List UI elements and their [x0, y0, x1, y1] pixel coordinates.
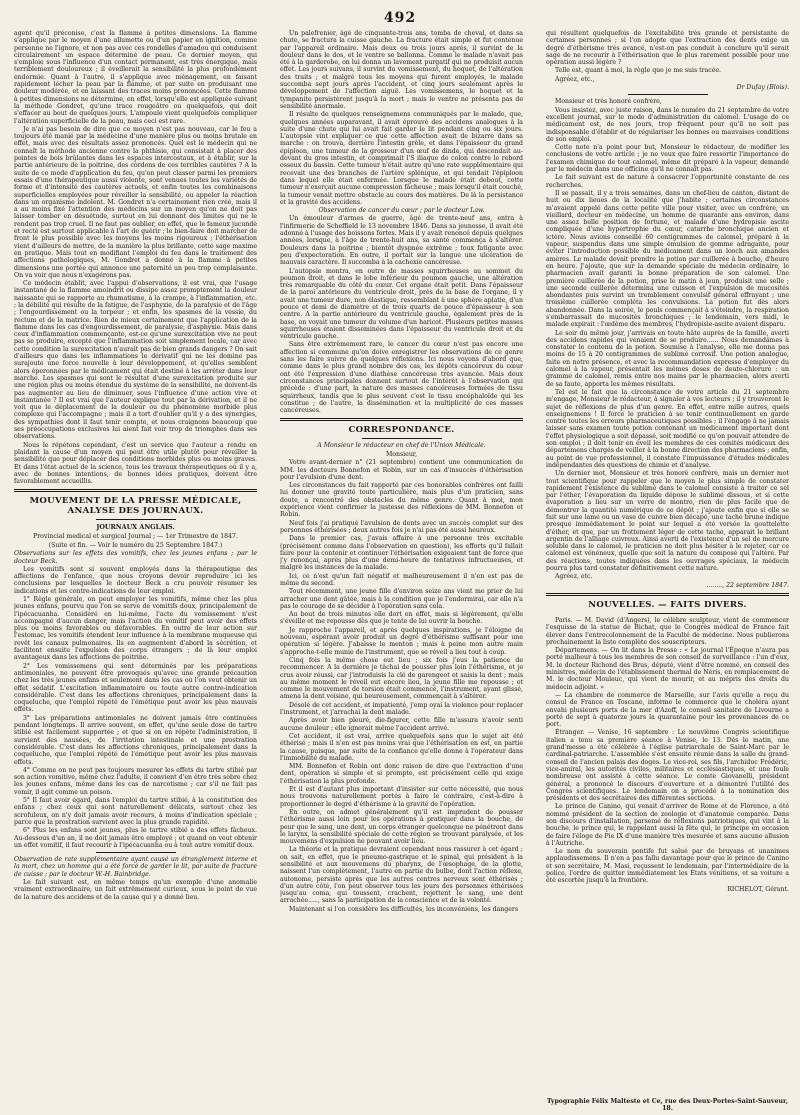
- news-item: Le nom du souverain pontife fut salué par de bruyans et unanimes applaudissemens. Il n'en a pas fallu davantage pour que le prince de Canino et son secrétaire, M. Masi, reçussent le lendemain, par l'intermédiaire de la police, l'ordre de quitter immédiatement les États vénitiens, et sa voiture a été escortée jusqu'à la frontière.: [546, 848, 789, 885]
- section-title-presse: MOUVEMENT DE LA PRESSE MÉDICALE, ANALYSE DES JOURNAUX.: [29, 496, 242, 517]
- paragraph: Ici, ce n'est qu'un fait négatif et malheureusement il n'en est pas de même du second.: [280, 572, 523, 587]
- observation-title: Observation de cancer du cœur ; par le docteur Law.: [318, 207, 485, 215]
- paragraph: Il se passait, il y a trois semaines, dans un chef-lieu de canton, distant de huit ou dix lieues de la localité que j'habite ; certaines circonstances m'avaient appelé dans cette petite ville pour visiter, avec un confrère, un vieillard, docteur en médecine, un homme de quarante ans environ, dans une assez belle position de fortune, et malade d'une hydropisie ascite compliquée d'une hypertrophie du cœur, catarrhe bronchique ancien et ictère. Nous avions conseillé 60 centigrammes de calomel, préparé à la vapeur, suspendus dans une simple émulsion de gomme adragante, pour éviter l'introduction possible du médicament dans un looch aux amandes amères. Le malade devait prendre la potion par cuillerée à bouche, d'heure en heure. J'ajoute, que sur la demande spéciale du médecin ordinaire, le pharmacien avait garanti la bonne préparation de son calomel. Une première cuillerée de la potion, prise le matin à jeun, produisit une selle ; une seconde cuillerée détermina une cuisson et l'expulsion de mucosités abondantes puis survint un tremblement convulsif général effrayant ; une troisième cuillerée compléta les convulsions. La potion fut dès alors abandonnée. Dans la soirée, le pouls commençait à s'éteindre, la respiration s'embarrassait de mucosités bronchiques ; le lendemain, vers midi, le malade expirait : l'œdème des membres, l'hydropisie-ascite avaient disparu.: [546, 189, 789, 329]
- section-title-correspondance: CORRESPONDANCE.: [348, 425, 455, 436]
- news-item: Étranger. — Venise, 16 septembre : Le neuvième Congrès scientifique italien a tenu sa première séance à Venise, le 13. Dès le matin, une grand'messe a été célébrée à l'église patriarchale de Saint-Marc par le cardinal-patriarche. L'assemblée s'est ensuite réunie dans la salle du grand-conseil de l'ancien palais des doges. Le vice-roi, ses fils, l'archiduc Frédéric, vice-amiral, les autorités civiles, militaires et ecclésiastiques, et une foule nombreuse ont assisté à cette séance. Le comte Giovanelli, président général, a prononcé le discours d'ouverture et a démontré l'utilité des Congrès scientifiques. Le lendemain on a procédé à la nomination des présidents et des secrétaires des différentes sections.: [546, 729, 789, 803]
- paragraph: 1° Règle générale, on peut employer les vomitifs, même chez les plus jeunes enfans, pourvu que l'on se serve de vomitifs doux, principalement de l'ipécacuanha. Considéré en lui-même, l'acte du vomissement n'est accompagné d'aucun danger, mais l'action du vomitif peut avoir des effets plus ou moins favorables ou défavorables. En outre de leur action sur l'estomac, les vomitifs étendent leur influence à la membrane muqueuse qui revêt les canaux pulmonaires. Ils en augmentent d'abord la sécrétion, et facilitent ensuite l'expulsion des corps étrangers ; de là leur emploi avantageux dans les affections de poitrine.: [14, 596, 257, 662]
- printer-credit: Typographie Félix Malteste et Ce, rue des Deux-Portes-Saint-Sauveur, 18.: [546, 1098, 789, 1112]
- paragraph: Agréez, etc.: [555, 573, 593, 581]
- paragraph: Agréez, etc.,: [555, 75, 595, 83]
- paragraph: Telle est, quant à moi, la règle que je me suis tracée.: [555, 67, 721, 75]
- paragraph: Sans être extrêmement rare, le cancer du cœur n'est pas encore une affection si commune qu'on doive enregistrer les observations de ce genre sans les faire suivre de quelques réflexions. Ici nous voyons d'abord que, comme dans le plus grand nombre des cas, les dépôts cancéreux du cœur ont été l'expression d'une diathèse cancéreuse très avancée. Mais deux circonstances principales donnent surtout de l'intérêt à l'observation qui précède : d'une part, la nature des masses cancéreuses formées de tissu squirrheux, tandis que le plus souvent c'est le tissu encéphaloïde qui les constitue ; de l'autre, la dissémination et la multiplicité de ces masses cancéreuses.: [280, 341, 523, 415]
- news-item: Le prince de Canino, qui venait d'arriver de Rome et de Florence, a été nommé président de la section de zoologie et d'anatomie comparée. Dans son discours d'installation, parsemé de réflexions patriotiques, qui vint à la bouche, le prince qui, le rappelant aussi la fête qui, le principe en occasion de faire l'éloge de Pie IX d'une manière très mesurée et sans aucune allusion à l'Autriche.: [546, 803, 789, 847]
- paragraph: Et il est d'autant plus important d'insister sur cette nécessité, que nous nous trouvons naturellement portés à faire le contraire, c'est-à-dire à proportionner le degré d'éthérisme à la gravité de l'opération.: [280, 786, 523, 808]
- news-item: Paris. — M. David (d'Angers), le célèbre sculpteur, vient de commencer l'esquisse de la statue de Bichat, que le Congrès médical de France fait élever dans l'entrecolonnement de la Faculté de médecine. Nous publierons prochainement la liste complète des souscripteurs.: [546, 616, 789, 646]
- paragraph: 3° Les préparations antimoniales ne doivent jamais être continuées pendant longtemps. Il arrive souvent, en effet, qu'une seule dose de tartre stibié est facilement supportée ; et que si on en répète l'administration, il survient des nausées, de l'irritation intestinale et une prostration considérable. C'est dans les affections chroniques, principalement dans la coqueluche, que l'emploi répété de l'émétique peut avoir les plus mauvais effets.: [14, 714, 257, 766]
- paragraph: Un palefrenier, âgé de cinquante-trois ans, tomba de cheval, et dans sa chute, se fractura la cuisse gauche. La fracture était simple et fut contenue par l'appareil ordinaire. Mais deux ou trois jours après, il survint de la douleur dans le dos, et le ventre se ballonna. Comme le malade n'avait pas été à la garderobe, on lui donna un lavement purgatif qui ne produisit aucun effet. Les jours suivans, il survint du vomissement, du hoquet, de l'altération des traits ; et malgré tous les moyens qui furent employés, le malade succomba sept jours après l'accident, et cinq jours seulement après le développement de l'affection aiguë. Les vomissemens, le hoquet et la tympanite persistèrent jusqu'à la mort ; mais le ventre ne présenta pas de sensibilité anormale.: [280, 30, 523, 110]
- news-item: — La chambre de commerce de Marseille, sur l'avis qu'elle a reçu du consul de France en Toscane, informe le commerce que le choléra ayant envahi plusieurs ports de la mer d'Azoff, le conseil sanitaire de Livourne a porté de sept à quatorze jours la quarantaine pour les provenances de ce port.: [546, 691, 789, 729]
- paragraph: Au bout de trois minutes elle dort en effet, mais si légèrement, qu'elle s'éveille et me repousse dès que je tente de lui ouvrir la bouche.: [280, 611, 523, 626]
- paragraph: agent qu'il préconise, c'est la flamme à petites dimensions. La flamme s'applique par le moyen d'une allumette ou d'un papier en ignition, comme personne ne l'ignore, et non pas avec ces rondelles d'amadou qui conduisent circulairement un espace déterminé de peau. Ce dernier moyen, qui s'emploie sous l'influence d'un contact permanent, est très énergique, mais terriblement douloureux ; il éveillerait la sensibilité la plus profondément endormie. Quant à l'autre, il s'applique avec ménagement, en faisant rapidement lécher la peau par la flamme, et par suite en produisant une douleur modérée, et en laissant des traces moins prononcées. Cette flamme à petites dimensions ne détermine, en effet, lorsqu'elle est appliquée suivant la méthode Gondret, qu'une trace rougeâtre ou quelquefois, qui doit s'effacer au bout de quelques jours. L'ampoule vient quelquefois compliquer l'altération superficielle de la peau, mais ceci est rare.: [14, 30, 257, 125]
- paragraph: Les vomitifs sont si souvent employés dans la thérapeutique des affections de l'enfance, que nous croyons devoir reproduire ici les conclusions par lesquelles le docteur Beck a cru pouvoir résumer les indications et les contre-indications de leur emploi.: [14, 565, 257, 595]
- paragraph: Vous insistez, avec juste raison, dans le numéro du 21 septembre de votre excellent journal, sur le mode d'administration du calomel. L'usage de ce médicament est, de nos jours, trop fréquent pour qu'il ne soit pas indispensable d'établir et de régulariser les bonnes ou mauvaises conditions de son emploi.: [546, 106, 789, 143]
- paragraph: La théorie et la pratique devraient cependant nous rassurer à cet égard ; on sait, en effet, que le pneumo-gastrique et le spinal, qui président à la sensibilité et aux mouvemens du pharynx, de l'œsophage, de la glotte, naissent l'un complètement, l'autre en partie du bulbe, dont l'action réflexe, autonome, persiste après que les autres centres nerveux sont éthérisés ; d'un autre côté, l'on peut observer tous les jours des personnes éthérisées jusqu'au coma, qui toussent, crachent, rejettent le sang, une dent arrachée....., sans la participation de la conscience et de la volonté.: [280, 846, 523, 905]
- paragraph: Cet accident, il est vrai, arrive quelquefois sans que le sujet ait été éthérisé ; mais il n'en est pas moins vrai que l'éthérisation en est, en partie la cause, puisque, par suite de la confiance qu'elle donne à l'opérateur dans l'immobilité du malade.: [280, 732, 523, 762]
- paragraph: En outre, on admet généralement qu'il est imprudent de pousser l'éthérisme aussi loin pour les opérations à pratiquer dans la bouche, de peur que le sang, une dent, un corps étranger quelconque ne pénétrent dans le larynx, la sensibilité spéciale de cette région se trouvant paralysée, et les mouvemens d'expulsion ne pouvant avoir lieu.: [280, 808, 523, 846]
- journal-heading: JOURNAUX ANGLAIS.: [96, 523, 175, 532]
- letter-salutation: Monsieur et très honoré confrère,: [555, 98, 662, 106]
- paragraph: Maintenant si l'on considère les difficultés, les inconvéniens, les dangers: [289, 905, 519, 913]
- gerant-signature: RICHELOT, Gérant.: [727, 885, 789, 893]
- paragraph: Les circonstances du fait rapporté par ces honorables confrères ont failli lui donner une gravité toute particulière, mais plus d'un praticien, sans doute, a rencontré des obstacles du même genre. Quant à moi, mon expérience vient confirmer la justesse des réflexions de MM. Bonnefon et Robin.: [280, 482, 523, 519]
- letter-addressee: A Monsieur le rédacteur en chef de l'Union Médicale.: [317, 442, 486, 450]
- divider: [362, 438, 442, 439]
- paragraph: Nous le répétons cependant, c'est un service que l'auteur a rendu en plaidant la cause d'un moyen qui peut être utile plutôt pour réveiller la sensibilité que pour déplacer des conditions morbides plus ou moins graves. Et dans l'état actuel de la science, tous les travaux thérapeutiques où il y a, avec de bonnes intentions, de bonnes idées pratiques, doivent être favorablement accueillis.: [14, 441, 257, 486]
- divider: [628, 94, 708, 95]
- divider: [628, 613, 708, 614]
- paragraph: Tel est le fait que la circonstance de votre article du 21 septembre m'engage, Monsieur le rédacteur, à signaler à vos lecteurs ; il y trouveront le sujet de réflexions de plus d'un genre. En effet, entre mille autres, quels enseignemens ! Il force le praticien à se tenir continuellement en garde contre toutes les erreurs pharmaceutiques possibles ; il l'engage à ne jamais laisser sans examen toute potion contenant un médicament important dont l'effet physiologique a soit dépassé, soit modifié ce qu'on pouvait attendre de son emploi ; il doit tenir en éveil les membres de ces comités médicaux des départemens chargés de veiller à la bonne direction des pharmaciens ; enfin, au point de vue professionnel, il constate l'impuissance d'études médicales indépendantes des questions de chimie et d'analyse.: [546, 388, 789, 469]
- letter-date: ........, 22 septembre 1847.: [706, 581, 789, 589]
- letter-signature: Dr Dufay (Blois).: [736, 84, 789, 92]
- paragraph: MM. Bonnefon et Robin ont donc raison de dire que l'extraction d'une dent, opération si simple et si prompte, est précisément celle qui exige l'éthérisation la plus profonde.: [280, 763, 523, 785]
- column-2: [280, 30, 523, 1100]
- paragraph: L'autopsie montra, en outre de masses squirrheuses au sommet du poumon droit, et dans le lobe inférieur du poumon gauche, une altération très remarquable du côté du cœur. Cet organe était petit. Dans l'épaisseur de la paroi antérieure du ventricule droit, près de la base de l'organe, il y avait une tumeur dure, non élastique, ressemblant à une sphère aplatie, d'un pouce et demi de diamètre et de trois quarts de pouce d'épaisseur à son centre. A la partie antérieure du ventricule gauche, également près de la base, on voyait une tumeur du volume d'un haricot. Plusieurs petites masses squirrheuses étaient disséminées dans l'épaisseur du ventricule droit et du ventricule gauche.: [280, 267, 523, 341]
- section-title-nouvelles: NOUVELLES. — FAITS DIVERS.: [588, 599, 747, 610]
- paragraph: Désolé de cet accident, et impatienté, j'emp oyai la violence pour replacer l'instrument, et j'arrachai la dent malade.: [280, 701, 523, 717]
- paragraph: Ce médecin établit, avec l'appui d'observations, il est vrai, que l'usage instantané de la flamme amoindrit ou dissipe assez promptement la douleur naissante qui se rapporte au rhumatisme, à la crampe, à l'inflammation, etc. ; la débilité qui résulte de la fatigue, de l'asphyxie, de la paralysie et de l'âge ; l'engourdissement ou la torpeur ; et enfin, les spasmes de la vessie, du rectum et de la matrice. Rien de mieux certainement que l'application de la flamme dans les cas d'engourdissement, de paralysie, d'asphyxie. Mais dans ceux d'inflammation commençante, est-ce qu'une surexcitation vive ne peut pas se produire, excepté que l'inflammation soit simplement locale, car avec cette condition la surexcitation n'aurait pas de bien grands dangers ? On sait d'ailleurs que dans les inflammations le dérivatif qui ne les domine pas surajoute une force nouvelle à leur développement, et qu'elles semblent alors éperonnées par le médicament qui était destiné à les arrêter dans leur marche. Les spasmes qui sont le résultat d'une surexcitation produite sur une région plus ou moins étendue du système de la sensibilité, ne doivent-ils pas augmenter au lieu de diminuer, sous l'influence d'une action vive et instantanée ? Il est vrai que l'auteur explique tout par la dérivation, et il ne voit que le déplacement de la douleur ou du phénomène morbide plus complexe qui l'accompagne ; mais il a tort d'oublier qu'il y a des synergies, des sympathies dont il faut tenir compte, et nous craignons beaucoup que ses préoccupations exclusives lui aient fait voir trop de triomphes dans ses observations.: [14, 280, 257, 441]
- divider: [280, 418, 523, 421]
- page-number: 492: [383, 10, 417, 26]
- observation-title: Observations sur les effets des vomitifs, chez les jeunes enfans ; par le docteur Beck.: [14, 550, 257, 565]
- column-3: [546, 30, 789, 1100]
- paragraph: Cette note n'a point pour but, Monsieur le rédacteur, de modifier les conclusions de votre article ; je ne veux que faire ressortir l'importance de l'examen chimique de tout calomel, même dit préparé à la vapeur, demandé par le médecin dans une officine qu'il ne connaît pas.: [546, 144, 789, 174]
- journal-name: Provincial medical et surgical Journal ; — 1er Trimestre de 1847.: [33, 533, 238, 541]
- paragraph: Je n'ai pas besoin de dire que ce moyen n'est pas nouveau, car le feu a toujours été manié par la médecine d'une manière plus ou moins brutale en effet, mais avec des résultats assez prononcés. Quel est le médecin qui ne connaît la méthode ancienne contre la phthisie, qui consistait à placer des pointes de bois brûlantes dans les espaces intercostaux, et à établir, sur la partie antérieure de la poitrine, des cordons de ces terribles cautères ? A la suite de ce mode d'application du feu, qu'on peut classer parmi les premiers essais d'une thérapeutique aussi violente, sont venues toutes les variétés de forme et d'intensité des cautères actuels, et enfin toutes les combinaisons superficielles employées pour réveiller la sensibilité, ou appeler la réaction dans un organisme indolent. M. Gondret n'a certainement rien créé, mais il a au moins fixé l'attention des médecins sur un moyen qu'on ne doit pas laisser tomber en désuétude, surtout en lui donnant des limites qui ne le rendent pas trop cruel. Il ne faut pas oublier, en effet, que le fameux jucundè et rectè est surtout applicable à l'art de guérir ; le bien-faire doit marcher de front le plus possible avec les moyens les moins rigoureux ; l'éthérisation vient d'ailleurs de mettre, de la manière la plus brillante, cette sage maxime en pratique. Mais tout en modifiant l'emploi du feu dans le traitement des affections pathologiques, M. Gondret a donné à la flamme à petites dimensions une portée qui annonce une paternité un peu trop complaisante. On va voir que nous n'exagérons pas.: [14, 125, 257, 279]
- paragraph: Cinq fois la même chose eut lieu ; six fois j'eus la patience de recommencer. A la dernière je tâchai de pousser plus loin l'éthérisme, et je crus avoir réussi, car j'introduisis la clé de garengeot et saisis la dent ; mais au même moment le réveil eut encore lieu, la jeune fille me repousse ; et comme le mouvement de torsion était commencé, l'instrument, ayant glissé, amena la dent voisine, qui heureusement, commençait à s'altérer.: [280, 656, 523, 701]
- paragraph: Un émouleur d'armes de guerre, âgé de trente-neuf ans, entra à l'infirmerie de Scheffield le 13 novembre 1846. Dans sa jeunesse, il avait été adonné à l'usage des boissons fortes. Mais il y avait renoncé depuis quelques années, lorsque, à l'âge de trente-huit ans, sa santé commença à s'altérer. Douleurs dans la poitrine ; bientôt dyspnée extrême ; toux fatigante avec peu d'expectoration. En outre, il portait sur la langue une ulcération de mauvais caractère. Il succomba à la cachexie cancéreuse.: [280, 215, 523, 267]
- paragraph: Après avoir bien pleuré, die-figurer, cette fille m'assura n'avoir senti aucune douleur ; elle ignorait même l'accident arrivé.: [280, 717, 523, 732]
- paragraph: Le soir du même jour, j'arrivais en toute hâte auprès de la famille, averti des accidens rapides qui venaient de se produire...... Nous demandâmes à constater le contenu de la potion. Soumise à l'analyse, elle me donna pas moins de 15 à 20 centigrammes de sublimé corrosif. Une potion analogue, faite en notre présence, et avec la recommandation expresse d'employer du calomel à la vapeur, présentait les mêmes doses de deuto-chlorure : un gramme de calomel, remis entre nos mains par le pharmacien, alors averti de sa faute, apporta les mêmes résultats.: [546, 329, 789, 388]
- paragraph: Neuf fois j'ai pratiqué l'avulsion de dents avec un succès complet sur des personnes éthérisées ; deux autres fois je n'ai pas été aussi heureux.: [280, 519, 523, 534]
- column-1: [14, 30, 257, 1100]
- paragraph: Un dernier mot, Monsieur et très honoré confrère, mais un dernier mot tout scientifique pour rappeler que le moyen le plus simple de constater rapidement l'existence du sublimé dans le calomel consiste à traiter ce sel par l'éther, l'évaporation du liquide dépose le sublimé dissous, et si cette évaporation a lieu sur un verre de montre, rien de plus facile que de démontrer la quantité numérique de ce dépôt ; j'ajoute enfin que si elle se fait sur une lame ou un vase de cuivre bien décapé, une tache brune indique presque immédiatement le point sur lequel a été versée la gouttelette d'éther, et que, par un frottement léger de cette tache, apparait le brillant argentin de l'alliage cuivreux. Ainsi averti de l'existence d'un sel de mercure soluble dans le calomel, le praticien ne doit plus hésiter à le rejeter, car ce calomel est vénéneux, quelle que soit la nature du composé qui l'altère. Par des réactions, toutes indiquées dans les ouvrages spéciaux, le médecin pourra plus tard constater définitivement cette nature.: [546, 470, 789, 573]
- letter-salutation: Monsieur,: [385, 450, 418, 458]
- paragraph: Le fait suivant est, en même temps qu'un exemple d'une anomalie vraiment extraordinaire, un fait extrêmement curieux, sous le point de vue de la nature des accidens et de la cause qui y a donné lieu.: [14, 878, 257, 901]
- paragraph: Tout récemment, une jeune fille d'environ seize ans vient me prier de lui arracher une dent gâtée, mais à la condition que je l'endormirai, car elle n'a pas le courage de se décider à l'opération sans cela.: [280, 588, 523, 610]
- paragraph: 5° Il faut avoir égard, dans l'emploi du tartre stibié, à la constitution des enfans ; chez ceux qui sont naturellement délicats, surtout chez les scrofuleux, on n'y doit jamais avoir recours, à moins d'indication spéciale ; parce que la prostration survient avec la plus grande rapidité.: [14, 797, 257, 826]
- divider: [546, 593, 789, 596]
- news-item: Départemens. — On lit dans la Presse : « Le journal l'Époque n'aura pas porté malheur à tous les membres de son conseil de surveillance : l'un d'eux, M. le docteur Richond des Brus, député, vient d'être nommé, en conseil des ministres, médecin de l'établissement thermal de Néris, en remplacement de M. le docteur Mouleuc, qui vient de mourir, et au mépris des droits du médecin adjoint. »: [546, 647, 789, 691]
- paragraph: 4° Comme on ne peut pas toujours mesurer les effets du tartre stibié par son action vomitive, même chez l'adulte, il convient d'en être très sobre chez les jeunes enfans, même dans les cas de narcotisme ; car s'il ne fait pas vomir, il agit comme un poison.: [14, 766, 257, 796]
- paragraph: 6° Plus les enfans sont jeunes, plus le tartre stibié a des effets fâcheux. Au-dessous d'un an, il ne doit jamais être employé ; et quand on veut obtenir un effet vomitif, il faut recourir à l'ipécacuanha ou à tout autre vomitif doux.: [14, 827, 257, 849]
- journal-continuation: (Suite et fin. — Voir le numéro du 25 Septembre 1847.): [48, 541, 223, 549]
- paragraph: qui résultent quelquefois de l'excitabilité très grande et persistante de certaines personnes ; si l'on adopte que l'extraction des dents exige un degré d'éthérisme très avancé, n'est-on pas conduit à conclure qu'il serait sage de ne recourir à l'éthérisation que le plus rarement possible pour une opération aussi légère ?: [546, 30, 789, 67]
- paragraph: 2° Les vomissemens qui sont déterminés par les préparations antimoniales, ne peuvent être provoqués qu'avec une grande précaution chez les très jeunes enfans et seulement dans les cas où l'on veut obtenir un effet sédatif. L'excitation inflammatoire ou toute autre contre-indication considérable. C'est dans les affections chroniques, principalement dans la coqueluche, que l'emploi répété de l'émétique peut avoir les plus mauvais effets.: [14, 662, 257, 714]
- paragraph: Il résulte de quelques renseignemens communiqués par le malade, que, quelques années auparavant, il avait éprouvé des accidens analogues à la suite d'une chute qui lui avait fait garder le lit pendant cinq ou six jours. L'autopsie vint expliquer ce que cette affection avait de bizarre dans sa marche : on trouva, derrière l'intestin grêle, et dans l'épaisseur du grand épiploon, une tumeur de la grosseur d'un œuf de dinde, qui descendait au-devant du gros intestin, et comprimait l'S iliaque de colon contre le rebord osseux du bassin. Cette tumeur n'était autre qu'une rate supplémentaire qui recevait une des branches de l'artère splénique, et qui tendait l'épiploon dans lequel elle était enfermée. Lorsque le malade était debout, cette tumeur n'exerçait aucune compression fâcheuse ; mais lorsqu'il était couché, la tumeur venait mettre obstacle au cours des matières. De là la persistance et la gravité des accidens.: [280, 111, 523, 206]
- divider: [96, 519, 176, 520]
- paragraph: Le fait suivant est de nature à consacrer l'opportunité constante de ces recherches.: [546, 174, 789, 189]
- observation-title: Observation de rate supplémentaire ayant causé un étranglement interne et la mort, chez un homme qui a été forcé de garder le lit, par suite de fracture de cuisse ; par le docteur W.-H. Bainbridge.: [14, 856, 257, 878]
- paragraph: Votre avant-dernier n° (21 septembre) contient une communication de MM. les docteurs Bonnefon et Robin, sur un cas d'insuccès d'éthérisation pour l'avulsion d'une dent.: [280, 459, 523, 481]
- paragraph: Dans le premier cas, j'avais affaire à une personne très excitable (précisément comme dans l'observation en question), les efforts qu'il fallait faire pour la contenir et continuer l'éthérisation exigeaient tant de force que j'y renonçai, après plus d'une demi-heure de tentatives infructueuses, et malgré les instances de la malade.: [280, 535, 523, 572]
- divider: [96, 852, 176, 853]
- divider: [14, 489, 257, 492]
- paragraph: Je rapproche l'appareil, et après quelques inspirations, je l'éloigne de nouveau, espérant avoir produit un degré d'éthérisme suffisant pour une opération si légère. J'abaisse le menton ; mais à peine mon autre main s'approche-t-elle munie de l'instrument, que se réveil a lieu tout à coup.: [280, 626, 523, 656]
